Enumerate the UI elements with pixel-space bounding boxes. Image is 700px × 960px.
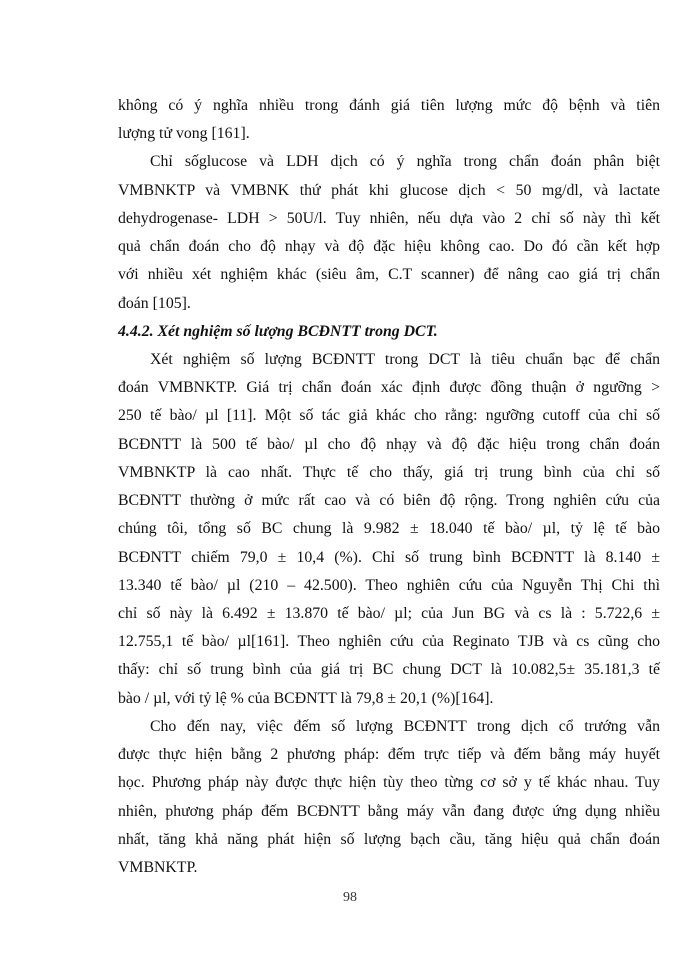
body-text-line: VMBNKTP và VMBNK thứ phát khi glucose dịch < 50 mg/dl, và lactate <box>118 182 660 199</box>
body-text-line: quả chẩn đoán cho độ nhạy và độ đặc hiệu không cao. Do đó cần kết hợp <box>118 238 660 255</box>
body-text-line: không có ý nghĩa nhiều trong đánh giá tiên lượng mức độ bệnh và tiên <box>118 97 660 114</box>
body-text-line: chỉ số này là 6.492 ± 13.870 tế bào/ µl; của Jun BG và cs là : 5.722,6 ± <box>118 605 660 622</box>
body-text-line: thấy: chỉ số trung bình của giá trị BC chung DCT là 10.082,5± 35.181,3 tế <box>118 661 660 678</box>
page-number: 98 <box>343 890 357 905</box>
body-text-line: VMBNKTP. <box>118 859 198 876</box>
body-text-line: 13.340 tế bào/ µl (210 – 42.500). Theo nghiên cứu của Nguyễn Thị Chi thì <box>118 577 660 594</box>
body-text-line: Cho đến nay, việc đếm số lượng BCĐNTT trong dịch cổ trướng vẫn <box>150 718 660 735</box>
body-text-line: học. Phương pháp này được thực hiện tùy theo từng cơ sở y tế khác nhau. Tuy <box>118 774 660 791</box>
body-text-line: đoán [105]. <box>118 295 191 312</box>
body-text-line: đoán VMBNKTP. Giá trị chẩn đoán xác định được đồng thuận ở ngưỡng > <box>118 379 660 396</box>
body-text-line: BCĐNTT chiếm 79,0 ± 10,4 (%). Chỉ số trung bình BCĐNTT là 8.140 ± <box>118 549 660 566</box>
body-text-line: nhiên, phương pháp đếm BCĐNTT bằng máy vẫn đang được ứng dụng nhiều <box>118 803 660 820</box>
body-text-line: dehydrogenase- LDH > 50U/l. Tuy nhiên, nếu dựa vào 2 chỉ số này thì kết <box>118 210 660 227</box>
body-text-line: lượng tử vong [161]. <box>118 125 250 142</box>
body-text-line: 250 tế bào/ µl [11]. Một số tác giả khác cho rằng: ngưỡng cutoff của chỉ số <box>118 407 660 424</box>
body-text-line: 12.755,1 tế bào/ µl[161]. Theo nghiên cứu của Reginato TJB và cs cũng cho <box>118 633 660 650</box>
body-text-line: Chỉ sốglucose và LDH dịch có ý nghĩa trong chẩn đoán phân biệt <box>150 153 660 170</box>
body-text-line: được thực hiện bằng 2 phương pháp: đếm trực tiếp và đếm bằng máy huyết <box>118 746 660 763</box>
body-text-line: bào / µl, với tỷ lệ % của BCĐNTT là 79,8 ± 20,1 (%)[164]. <box>118 690 494 707</box>
body-text-line: chúng tôi, tổng số BC chung là 9.982 ± 18.040 tế bào/ µl, tỷ lệ tế bào <box>118 520 660 537</box>
body-text-line: nhất, tăng khả năng phát hiện số lượng bạch cầu, tăng hiệu quả chẩn đoán <box>118 831 660 848</box>
section-heading: 4.4.2. Xét nghiệm số lượng BCĐNTT trong DCT. <box>118 323 438 340</box>
body-text-line: với nhiều xét nghiệm khác (siêu âm, C.T scanner) để nâng cao giá trị chẩn <box>118 266 660 283</box>
body-text-line: VMBNKTP là cao nhất. Thực tế cho thấy, giá trị trung bình của chỉ số <box>118 464 660 481</box>
body-text-line: BCĐNTT là 500 tế bào/ µl cho độ nhạy và độ đặc hiệu trong chẩn đoán <box>118 436 660 453</box>
body-text-line: Xét nghiệm số lượng BCĐNTT trong DCT là tiêu chuẩn bạc để chẩn <box>150 351 660 368</box>
body-text-line: BCĐNTT thường ở mức rất cao và có biên độ rộng. Trong nghiên cứu của <box>118 492 660 509</box>
